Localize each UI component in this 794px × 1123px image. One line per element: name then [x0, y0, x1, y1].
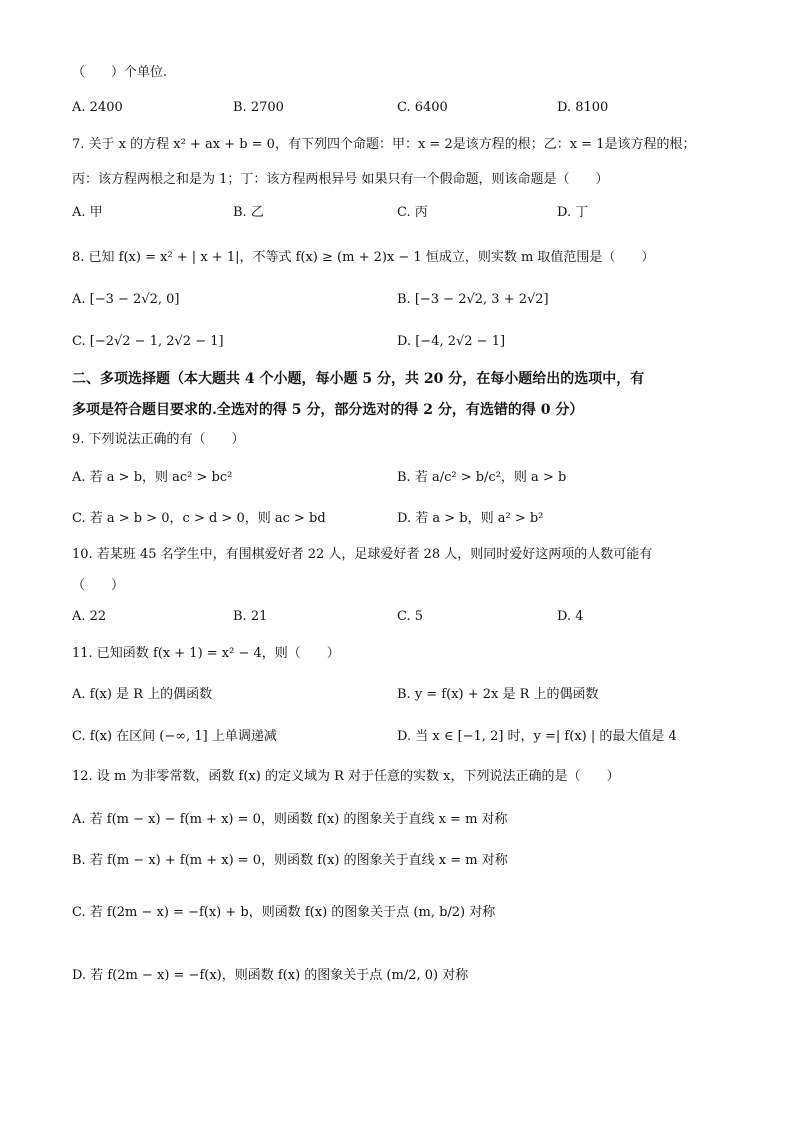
q9-option-c: C. 若 a > b > 0，c > d > 0，则 ac > bd [72, 511, 326, 526]
q8-option-d: D. [−4, 2√2 − 1] [397, 334, 506, 349]
q10-stem-line2: （ ） [72, 578, 125, 593]
q12-option-a: A. 若 f(m − x) − f(m + x) = 0，则函数 f(x) 的图象关于直线 x = m 对称 [72, 812, 508, 827]
section-heading-line2: 多项是符合题目要求的.全选对的得 5 分，部分选对的得 2 分，有选错的得 0 分） [72, 402, 584, 418]
q8-stem: 8. 已知 f(x) = x² + | x + 1|，不等式 f(x) ≥ (m + 2)x − 1 恒成立，则实数 m 取值范围是（ ） [72, 250, 655, 265]
q6-tail: （ ）个单位. [72, 65, 168, 80]
q11-stem: 11. 已知函数 f(x + 1) = x² − 4，则（ ） [72, 646, 340, 661]
q11-option-b: B. y = f(x) + 2x 是 R 上的偶函数 [397, 687, 599, 702]
q10-option-c: C. 5 [397, 609, 424, 624]
q7-option-d: D. 丁 [557, 205, 589, 220]
q11-option-c: C. f(x) 在区间 (−∞, 1] 上单调递减 [72, 729, 277, 744]
q12-option-b: B. 若 f(m − x) + f(m + x) = 0，则函数 f(x) 的图象关于直线 x = m 对称 [72, 853, 508, 868]
q7-stem-line2: 丙：该方程两根之和是为 1；丁：该方程两根异号 如果只有一个假命题，则该命题是（ ） [72, 172, 609, 187]
q10-stem-line1: 10. 若某班 45 名学生中，有围棋爱好者 22 人，足球爱好者 28 人，则同时爱好这两项的人数可能有 [72, 547, 653, 562]
q12-option-c: C. 若 f(2m − x) = −f(x) + b，则函数 f(x) 的图象关于点 (m, b/2) 对称 [72, 905, 496, 920]
q7-option-c: C. 丙 [397, 205, 428, 220]
q8-option-b: B. [−3 − 2√2, 3 + 2√2] [397, 292, 549, 307]
q6-option-d: D. 8100 [557, 100, 609, 115]
q11-option-d: D. 当 x ∈ [−1, 2] 时，y =| f(x) | 的最大值是 4 [397, 729, 677, 744]
q6-option-c: C. 6400 [397, 100, 448, 115]
q7-option-b: B. 乙 [233, 205, 264, 220]
q10-option-b: B. 21 [233, 609, 268, 624]
q7-stem-line1: 7. 关于 x 的方程 x² + ax + b = 0，有下列四个命题：甲：x = 2是该方程的根；乙：x = 1是该方程的根； [72, 137, 696, 152]
q8-option-c: C. [−2√2 − 1, 2√2 − 1] [72, 334, 224, 349]
q7-option-a: A. 甲 [72, 205, 103, 220]
q11-option-a: A. f(x) 是 R 上的偶函数 [72, 687, 213, 702]
q9-stem: 9. 下列说法正确的有（ ） [72, 432, 245, 447]
q10-option-a: A. 22 [72, 609, 107, 624]
section-heading-line1: 二、多项选择题（本大题共 4 个小题，每小题 5 分，共 20 分，在每小题给出的选项中，有 [72, 371, 645, 387]
q10-option-d: D. 4 [557, 609, 584, 624]
q9-option-d: D. 若 a > b，则 a² > b² [397, 511, 544, 526]
q6-option-a: A. 2400 [72, 100, 123, 115]
q8-option-a: A. [−3 − 2√2, 0] [72, 292, 180, 307]
q12-option-d: D. 若 f(2m − x) = −f(x)，则函数 f(x) 的图象关于点 (m/2, 0) 对称 [72, 968, 469, 983]
q6-option-b: B. 2700 [233, 100, 284, 115]
q12-stem: 12. 设 m 为非零常数，函数 f(x) 的定义域为 R 对于任意的实数 x，下列说法正确的是（ ） [72, 769, 620, 784]
q9-option-a: A. 若 a > b，则 ac² > bc² [72, 470, 233, 485]
q9-option-b: B. 若 a/c² > b/c²，则 a > b [397, 470, 567, 485]
